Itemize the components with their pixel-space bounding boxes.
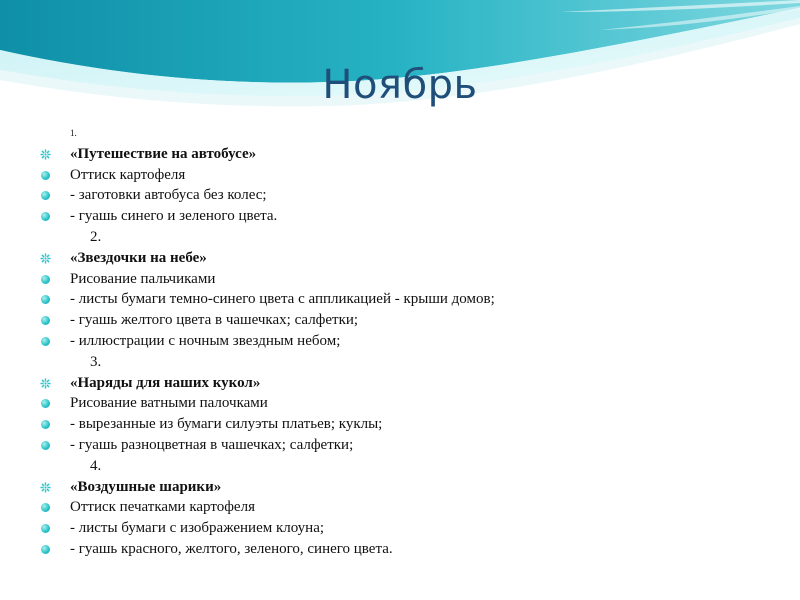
section-number (40, 352, 770, 373)
round-bullet-icon (41, 316, 50, 325)
list-item (40, 518, 770, 539)
section-number (40, 227, 770, 248)
list-item (40, 185, 770, 206)
list-item-text: - вырезанные из бумаги силуэты платьев; куклы; (70, 416, 383, 433)
round-bullet-icon (41, 171, 50, 180)
lesson-title-item (40, 248, 770, 269)
list-item-text: Оттиск печатками картофеля (70, 499, 255, 516)
list-item-text: «Воздушные шарики» (70, 478, 222, 495)
list-item (40, 165, 770, 186)
list-item-text: «Путешествие на автобусе» (70, 145, 257, 162)
list-item (40, 289, 770, 310)
round-bullet-icon (41, 399, 50, 408)
list-item (40, 310, 770, 331)
list-item-text: Оттиск картофеля (70, 166, 186, 183)
snowflake-bullet-icon (40, 149, 51, 160)
list-item (40, 393, 770, 414)
lesson-title-item (40, 477, 770, 498)
list-item (40, 497, 770, 518)
round-bullet-icon (41, 524, 50, 533)
list-item-text: Рисование ватными палочками (70, 395, 268, 412)
list-item (40, 269, 770, 290)
section-number-label: 2. (90, 228, 102, 245)
lesson-title-item (40, 144, 770, 165)
round-bullet-icon (41, 337, 50, 346)
section-number (40, 456, 770, 477)
section-number-label: 1. (70, 128, 77, 138)
round-bullet-icon (41, 295, 50, 304)
list-item-text: - гуашь синего и зеленого цвета. (70, 208, 278, 225)
list-item-text: Рисование пальчиками (70, 270, 216, 287)
snowflake-bullet-icon (40, 378, 51, 389)
list-item-text: - гуашь разноцветная в чашечках; салфетки; (70, 436, 354, 453)
round-bullet-icon (41, 275, 50, 284)
list-item-text: - гуашь красного, желтого, зеленого, синего цвета. (70, 540, 393, 557)
list-item-text: «Наряды для наших кукол» (70, 374, 261, 391)
list-item (40, 539, 770, 560)
section-number (40, 123, 770, 144)
list-item (40, 414, 770, 435)
lesson-list (40, 123, 770, 560)
lesson-title-item (40, 373, 770, 394)
snowflake-bullet-icon (40, 253, 51, 264)
section-number-label: 3. (90, 353, 102, 370)
list-item-text: - иллюстрации с ночным звездным небом; (70, 332, 341, 349)
section-number-label: 4. (90, 457, 102, 474)
list-item-text: - гуашь желтого цвета в чашечках; салфетки; (70, 312, 359, 329)
list-item (40, 435, 770, 456)
list-item (40, 206, 770, 227)
list-item-text: - заготовки автобуса без колес; (70, 187, 267, 204)
round-bullet-icon (41, 545, 50, 554)
list-item-text: - листы бумаги темно-синего цвета с аппликацией - крыши домов; (70, 291, 495, 308)
list-item (40, 331, 770, 352)
round-bullet-icon (41, 212, 50, 221)
round-bullet-icon (41, 503, 50, 512)
round-bullet-icon (41, 191, 50, 200)
snowflake-bullet-icon (40, 482, 51, 493)
slide-title: Ноябрь (322, 62, 478, 108)
round-bullet-icon (41, 420, 50, 429)
list-item-text: «Звездочки на небе» (70, 249, 207, 266)
round-bullet-icon (41, 441, 50, 450)
list-item-text: - листы бумаги с изображением клоуна; (70, 520, 325, 537)
